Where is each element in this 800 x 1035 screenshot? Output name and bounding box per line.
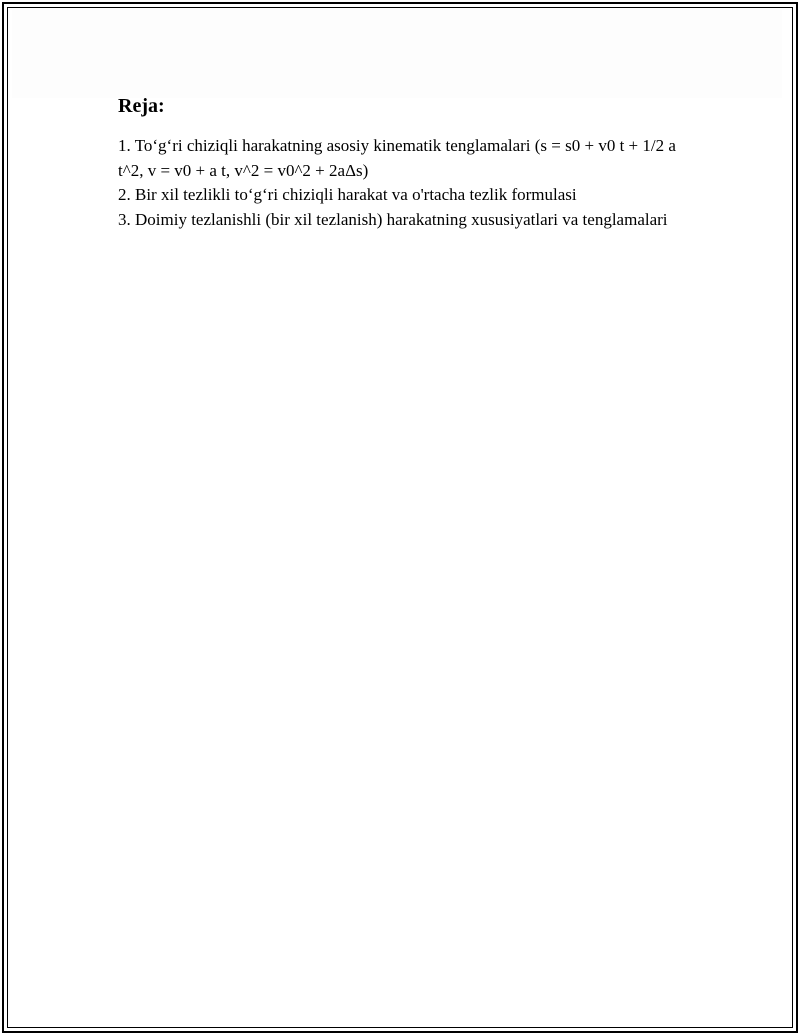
plan-heading: Reja: xyxy=(118,95,165,117)
plan-item: 2. Bir xil tezlikli to‘g‘ri chiziqli harakat va o'rtacha tezlik formulasi xyxy=(118,185,577,204)
plan-item: 1. To‘g‘ri chiziqli harakatning asosiy kinematik tenglamalari (s = s0 + v0 t + 1/2 a t^2, v = v0 + a t, v^2 = v0^2 + 2aΔs) xyxy=(118,136,676,180)
header-area xyxy=(12,10,782,98)
plan-item: 3. Doimiy tezlanishli (bir xil tezlanish) harakatning xususiyatlari va tenglamalari xyxy=(118,209,668,229)
plan-list xyxy=(118,134,698,232)
